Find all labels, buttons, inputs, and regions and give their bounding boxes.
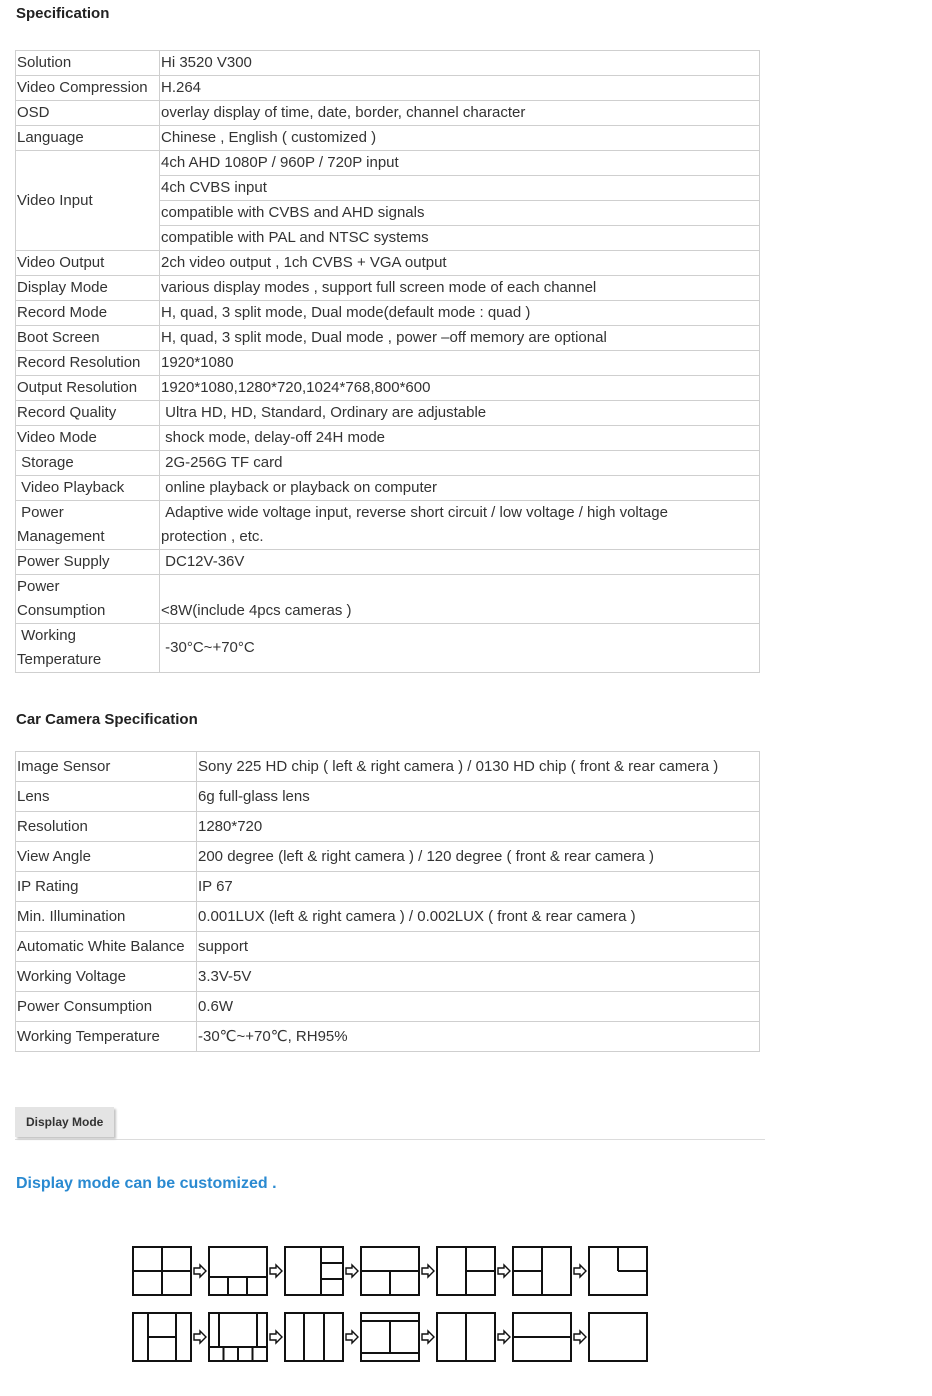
spec-key: Output Resolution: [16, 376, 160, 401]
table-row: [16, 872, 760, 902]
spec-value: H.264: [160, 76, 760, 101]
spec-value: compatible with CVBS and AHD signals: [160, 201, 760, 226]
spec-key: Video Input: [16, 151, 160, 251]
layout-quad-icon: [133, 1247, 191, 1295]
camera-spec-key: Working Voltage: [16, 962, 197, 992]
layout-2top-3bottom-icon: [209, 1247, 267, 1295]
camera-spec-title: Car Camera Specification: [16, 711, 198, 728]
table-row: [16, 812, 760, 842]
table-row: [16, 451, 760, 476]
spec-value: 2G-256G TF card: [160, 451, 760, 476]
spec-value: <8W(include 4pcs cameras ): [160, 575, 760, 624]
arrow-right-icon: [194, 1331, 206, 1343]
arrow-right-icon: [498, 1331, 510, 1343]
spec-value: online playback or playback on computer: [160, 476, 760, 501]
table-row: [16, 251, 760, 276]
camera-spec-value: 200 degree (left & right camera ) / 120 degree ( front & rear camera ): [197, 842, 760, 872]
spec-key: Working Temperature: [16, 624, 160, 673]
camera-spec-key: Working Temperature: [16, 1022, 197, 1052]
table-row: [16, 151, 760, 176]
specification-table: [15, 50, 760, 673]
camera-spec-key: IP Rating: [16, 872, 197, 902]
camera-spec-value: 0.001LUX (left & right camera ) / 0.002LUX ( front & rear camera ): [197, 902, 760, 932]
layout-2row-icon: [513, 1313, 571, 1361]
arrow-right-icon: [422, 1331, 434, 1343]
layout-3col-icon: [285, 1313, 343, 1361]
camera-spec-key: Resolution: [16, 812, 197, 842]
spec-value: Ultra HD, HD, Standard, Ordinary are adjustable: [160, 401, 760, 426]
spec-key: Boot Screen: [16, 326, 160, 351]
camera-spec-key: Automatic White Balance: [16, 932, 197, 962]
camera-spec-value: IP 67: [197, 872, 760, 902]
spec-key: Record Resolution: [16, 351, 160, 376]
layout-h-mode-icon: [133, 1313, 191, 1361]
arrow-right-icon: [270, 1331, 282, 1343]
arrow-right-icon: [270, 1265, 282, 1277]
spec-value: Chinese , English ( customized ): [160, 126, 760, 151]
table-row: [16, 752, 760, 782]
spec-title: Specification: [16, 5, 110, 22]
layout-left-2right-icon: [437, 1247, 495, 1295]
camera-specification-table: [15, 751, 760, 1052]
table-row: [16, 401, 760, 426]
spec-value: 2ch video output , 1ch CVBS + VGA output: [160, 251, 760, 276]
table-row: [16, 992, 760, 1022]
table-row: [16, 550, 760, 575]
table-row: [16, 501, 760, 550]
spec-value: H, quad, 3 split mode, Dual mode(default mode : quad ): [160, 301, 760, 326]
table-row: [16, 101, 760, 126]
spec-value: Hi 3520 V300: [160, 51, 760, 76]
spec-key: Display Mode: [16, 276, 160, 301]
arrow-right-icon: [574, 1265, 586, 1277]
table-row: [16, 575, 760, 624]
spec-key: Video Output: [16, 251, 160, 276]
spec-value: overlay display of time, date, border, channel character: [160, 101, 760, 126]
camera-spec-key: Image Sensor: [16, 752, 197, 782]
spec-value: H, quad, 3 split mode, Dual mode , power –off memory are optional: [160, 326, 760, 351]
spec-key: Power Management: [16, 501, 160, 550]
spec-value: 4ch AHD 1080P / 960P / 720P input: [160, 151, 760, 176]
camera-spec-value: 1280*720: [197, 812, 760, 842]
arrow-right-icon: [346, 1265, 358, 1277]
spec-key: Storage: [16, 451, 160, 476]
table-row: [16, 962, 760, 992]
tab-display-mode[interactable]: Display Mode: [15, 1107, 114, 1137]
spec-key: Power Consumption: [16, 575, 160, 624]
table-row: [16, 301, 760, 326]
layout-top-mid-bottom-icon: [361, 1313, 419, 1361]
table-row: [16, 326, 760, 351]
table-row: [16, 932, 760, 962]
arrow-right-icon: [574, 1331, 586, 1343]
table-row: [16, 51, 760, 76]
spec-key: Record Mode: [16, 301, 160, 326]
spec-key: Solution: [16, 51, 160, 76]
camera-spec-value: 3.3V-5V: [197, 962, 760, 992]
display-mode-diagram: [130, 1244, 652, 1366]
spec-key: Video Compression: [16, 76, 160, 101]
spec-key: Language: [16, 126, 160, 151]
tab-bar: [15, 1107, 765, 1140]
spec-value: shock mode, delay-off 24H mode: [160, 426, 760, 451]
table-row: [16, 126, 760, 151]
table-row: [16, 76, 760, 101]
table-row: [16, 426, 760, 451]
camera-spec-key: Lens: [16, 782, 197, 812]
camera-spec-key: Min. Illumination: [16, 902, 197, 932]
table-row: [16, 276, 760, 301]
arrow-right-icon: [498, 1265, 510, 1277]
camera-spec-key: View Angle: [16, 842, 197, 872]
camera-spec-value: Sony 225 HD chip ( left & right camera ) / 0130 HD chip ( front & rear camera ): [197, 752, 760, 782]
table-row: [16, 351, 760, 376]
layout-1top-4bottom-icon: [209, 1313, 267, 1361]
camera-spec-value: 6g full-glass lens: [197, 782, 760, 812]
spec-key: Power Supply: [16, 550, 160, 575]
layout-2col-icon: [437, 1313, 495, 1361]
table-row: [16, 1022, 760, 1052]
arrow-right-icon: [422, 1265, 434, 1277]
layout-top-2bottom-icon: [361, 1247, 419, 1295]
camera-spec-value: -30℃~+70℃, RH95%: [197, 1022, 760, 1052]
spec-key: Video Playback: [16, 476, 160, 501]
spec-value: 1920*1080: [160, 351, 760, 376]
arrow-right-icon: [346, 1331, 358, 1343]
spec-value: -30°C~+70°C: [160, 624, 760, 673]
table-row: [16, 476, 760, 501]
spec-value: DC12V-36V: [160, 550, 760, 575]
layout-2col-left-split-icon: [513, 1247, 571, 1295]
customize-note: Display mode can be customized .: [16, 1175, 277, 1192]
spec-key: OSD: [16, 101, 160, 126]
spec-value: compatible with PAL and NTSC systems: [160, 226, 760, 251]
spec-key: Video Mode: [16, 426, 160, 451]
camera-spec-value: 0.6W: [197, 992, 760, 1022]
table-row: [16, 624, 760, 673]
table-row: [16, 376, 760, 401]
arrow-right-icon: [194, 1265, 206, 1277]
camera-spec-value: support: [197, 932, 760, 962]
spec-value: 4ch CVBS input: [160, 176, 760, 201]
table-row: [16, 842, 760, 872]
table-row: [16, 782, 760, 812]
spec-key: Record Quality: [16, 401, 160, 426]
spec-value: 1920*1080,1280*720,1024*768,800*600: [160, 376, 760, 401]
layout-left-3right-icon: [285, 1247, 343, 1295]
camera-spec-key: Power Consumption: [16, 992, 197, 1022]
layout-top-2right-icon: [589, 1247, 647, 1295]
layout-single-icon: [589, 1313, 647, 1361]
spec-value: Adaptive wide voltage input, reverse short circuit / low voltage / high voltage protection , etc.: [160, 501, 760, 550]
table-row: [16, 902, 760, 932]
spec-value: various display modes , support full screen mode of each channel: [160, 276, 760, 301]
